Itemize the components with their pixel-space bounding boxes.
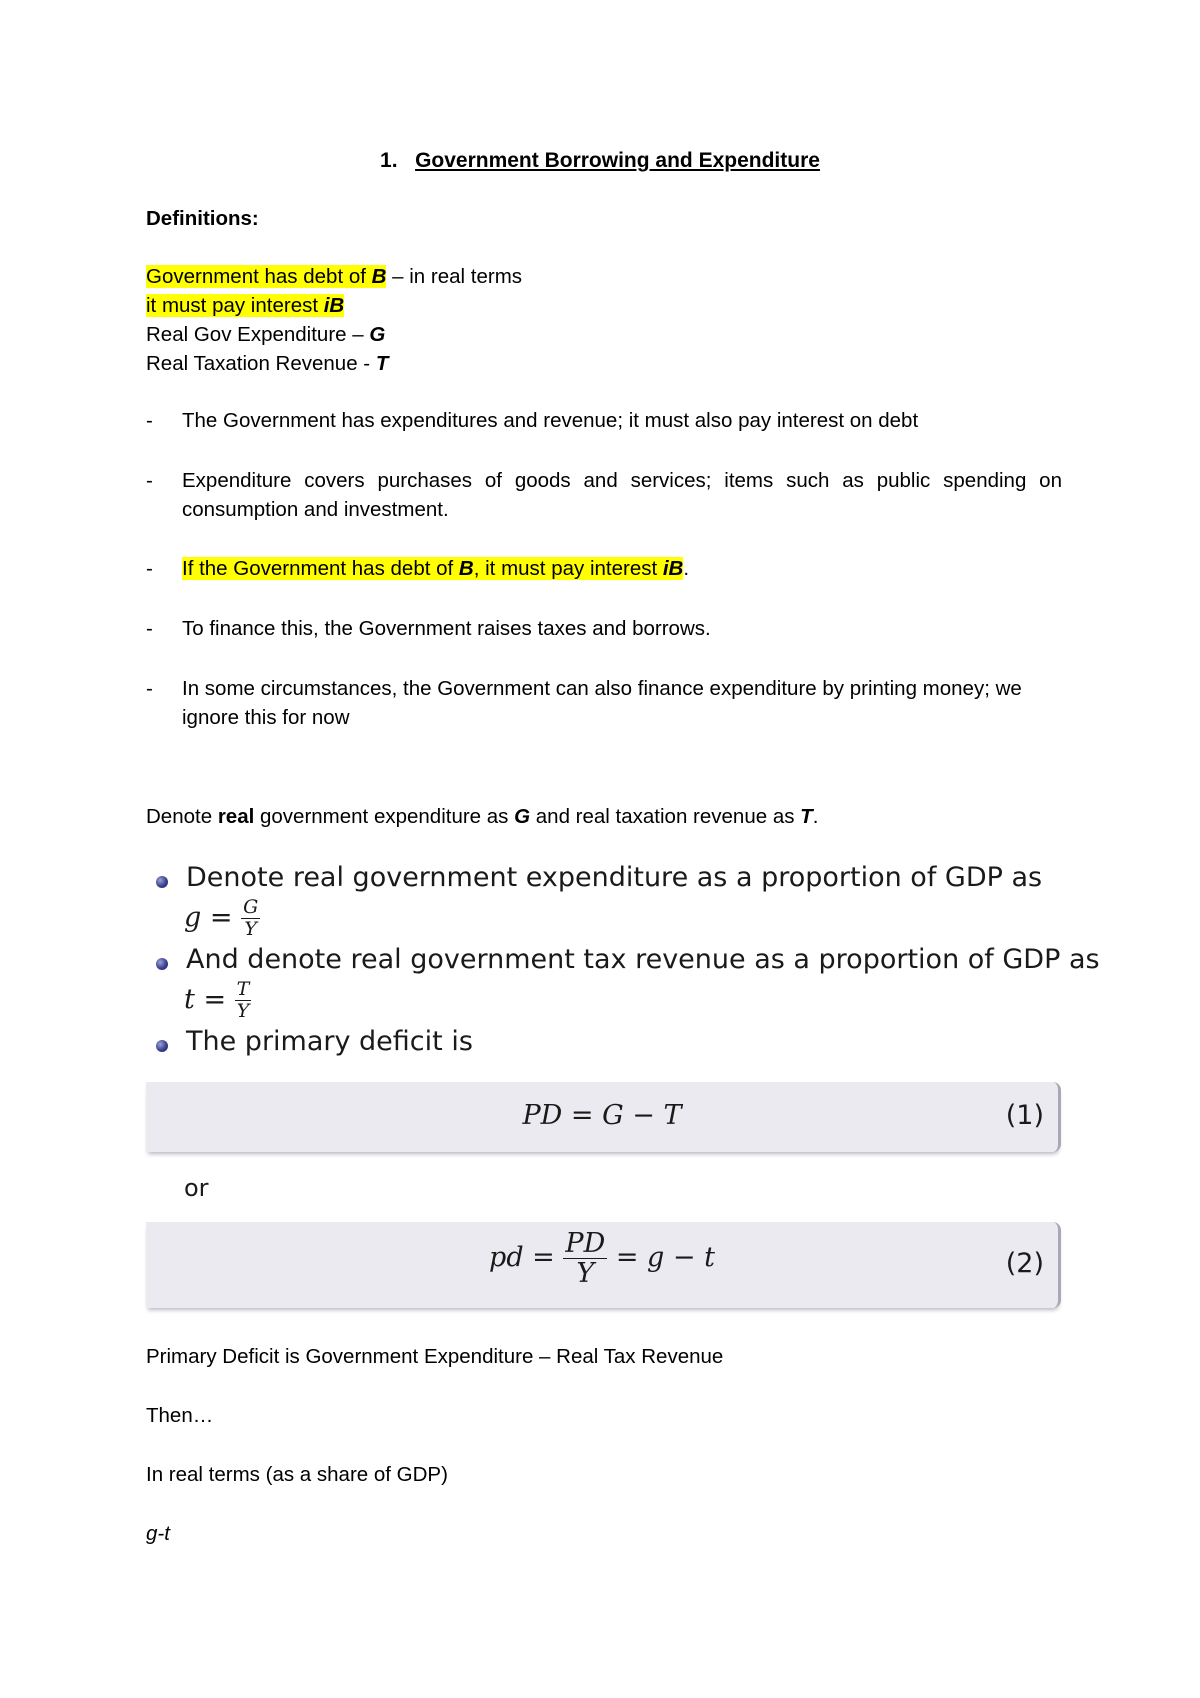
highlight-debt: Government has debt of B — [146, 265, 387, 288]
slide-item-expenditure: Denote real government expenditure as a proportion of GDP as — [186, 862, 1043, 893]
definition-taxation: Real Taxation Revenue - T — [146, 352, 389, 375]
formula-t: t = $\frac{T}{Y}$ — [184, 978, 250, 1022]
formula-g: g = $\frac{G}{Y}$ — [184, 896, 259, 940]
denote-sentence: Denote real government expenditure as G and real taxation revenue as T. — [146, 805, 819, 828]
bullet-ball-icon — [156, 958, 168, 970]
heading-title: Government Borrowing and Expenditure — [415, 149, 820, 172]
highlight-interest-bullet: If the Government has debt of B, it must pay interest iB — [182, 557, 684, 580]
then-note: Then… — [146, 1404, 214, 1427]
highlight-interest: it must pay interest iB — [146, 294, 345, 317]
list-item: - The Government has expenditures and revenue; it must also pay interest on debt — [146, 409, 919, 432]
real-terms-note: In real terms (as a share of GDP) — [146, 1463, 448, 1486]
heading-number: 1. — [380, 149, 398, 172]
list-item: - Expenditure covers purchases of goods and services; items such as public spending on consumption and investment. — [146, 469, 1062, 521]
or-connector: or — [184, 1174, 209, 1202]
definition-debt: Government has debt of B – in real terms — [146, 265, 523, 288]
equation-2-number: (2) — [1005, 1248, 1044, 1279]
equation-box-2 — [146, 1222, 1061, 1308]
equation-1: PD = G − T — [522, 1100, 682, 1131]
definitions-label: Definitions: — [146, 207, 259, 230]
bullet-ball-icon — [156, 876, 168, 888]
list-item: - If the Government has debt of B, it must pay interest iB. — [146, 557, 690, 580]
list-item: - To finance this, the Government raises taxes and borrows. — [146, 617, 711, 640]
slide-item-primary-deficit: The primary deficit is — [186, 1026, 473, 1057]
equation-2: pd = $\frac{PD}{Y}$ = g − t — [489, 1228, 715, 1289]
equation-box-1 — [146, 1082, 1061, 1152]
slide-item-tax: And denote real government tax revenue as a proportion of GDP as — [186, 944, 1100, 975]
bullet-ball-icon — [156, 1040, 168, 1052]
g-minus-t-note: g-t — [146, 1522, 170, 1545]
equation-1-number: (1) — [1005, 1100, 1044, 1131]
section-heading — [0, 146, 1200, 175]
list-item: - In some circumstances, the Government can also finance expenditure by printing money; we ignore this for now — [146, 677, 1022, 729]
definition-expenditure: Real Gov Expenditure – G — [146, 323, 386, 346]
definition-interest — [146, 291, 344, 320]
primary-deficit-note: Primary Deficit is Government Expenditure – Real Tax Revenue — [146, 1345, 724, 1368]
